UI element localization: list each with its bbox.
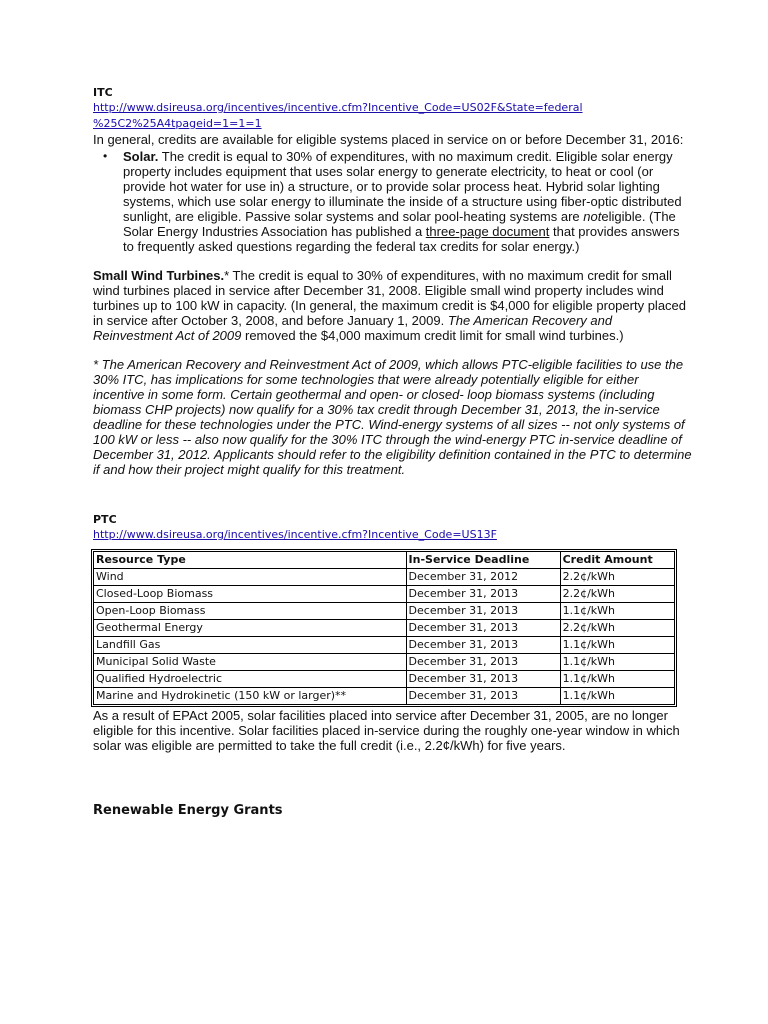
- small-wind-paragraph: [93, 268, 693, 343]
- itc-heading: ITC: [93, 86, 113, 99]
- cell-resource: Geothermal Energy: [94, 620, 407, 637]
- wind-lead: Small Wind Turbines.: [93, 268, 225, 283]
- cell-credit: 2.2¢/kWh: [560, 620, 674, 637]
- cell-credit: 1.1¢/kWh: [560, 688, 674, 705]
- cell-resource: Open-Loop Biomass: [94, 603, 407, 620]
- header-in-service-deadline: In-Service Deadline: [406, 552, 560, 569]
- table-row: [94, 654, 675, 671]
- cell-deadline: December 31, 2013: [406, 654, 560, 671]
- solar-text-b: eligible. (The Solar Energy Industries Association has published a: [123, 209, 676, 239]
- bullet-dot-icon: •: [103, 149, 108, 163]
- itc-link-line-1: http://www.dsireusa.org/incentives/incentive.cfm?Incentive_Code=US02F&State=federal: [93, 101, 583, 114]
- cell-deadline: December 31, 2012: [406, 569, 560, 586]
- ptc-heading: PTC: [93, 513, 117, 526]
- cell-deadline: December 31, 2013: [406, 603, 560, 620]
- table-row: [94, 688, 675, 705]
- table-row: [94, 569, 675, 586]
- itc-intro: In general, credits are available for eligible systems placed in service on or before December 31, 2016:: [93, 132, 684, 147]
- itc-link-line-2: %25C2%25A4tpageid=1=1=1: [93, 117, 262, 130]
- ptc-note: As a result of EPAct 2005, solar facilities placed into service after December 31, 2005, are no longer eligible for this incentive. Solar facilities placed in-service during the roughly one-year window in which solar was eligible are permitted to take the full credit (i.e., 2.2¢/kWh) for five years.: [93, 708, 680, 753]
- solar-bullet: [93, 149, 693, 254]
- solar-not: not: [583, 209, 602, 224]
- cell-deadline: December 31, 2013: [406, 671, 560, 688]
- header-resource-type: Resource Type: [94, 552, 407, 569]
- solar-text-c: that provides answers to frequently asked questions regarding the federal tax credits for solar energy.): [123, 224, 680, 254]
- wind-text-b: removed the $4,000 maximum credit limit for small wind turbines.): [241, 328, 624, 343]
- three-page-document-link[interactable]: three-page document: [425, 224, 550, 239]
- ptc-link[interactable]: http://www.dsireusa.org/incentives/incentive.cfm?Incentive_Code=US13F: [93, 528, 497, 541]
- table-row: [94, 637, 675, 654]
- cell-deadline: December 31, 2013: [406, 688, 560, 705]
- cell-deadline: December 31, 2013: [406, 620, 560, 637]
- cell-deadline: December 31, 2013: [406, 586, 560, 603]
- cell-resource: Closed-Loop Biomass: [94, 586, 407, 603]
- table-header-row: [94, 552, 675, 569]
- cell-credit: 2.2¢/kWh: [560, 569, 674, 586]
- grants-heading: Renewable Energy Grants: [93, 803, 283, 818]
- cell-credit: 1.1¢/kWh: [560, 603, 674, 620]
- cell-resource: Qualified Hydroelectric: [94, 671, 407, 688]
- header-credit-amount: Credit Amount: [560, 552, 674, 569]
- solar-text-a: The credit is equal to 30% of expenditures, with no maximum credit. Eligible solar energy property includes equipment that uses solar energy to generate electricity, to heat or cool (or provide hot water for use in) a structure, or to provide solar process heat. Hybrid solar lighting systems, which use solar energy to illuminate the inside of a structure using fiber-optic distributed sunlight, are eligible. Passive solar systems and solar pool-heating systems are: [123, 149, 682, 224]
- table-row: [94, 671, 675, 688]
- footnote: * The American Recovery and Reinvestment Act of 2009, which allows PTC-eligible facilities to use the 30% ITC, has implications for some technologies that were already potentially eligible for either incentive in some form. Certain geothermal and open- or closed- loop biomass systems (including biomass CHP projects) now qualify for a 30% tax credit through December 31, 2013, the in-service deadline for these technologies under the PTC. Wind-energy systems of all sizes -- not only systems of 100 kW or less -- also now qualify for the 30% ITC through the wind-energy PTC in-service deadline of December 31, 2012. Applicants should refer to the eligibility definition contained in the PTC to determine if and how their project might qualify for this treatment.: [93, 357, 692, 477]
- credit-table: [93, 551, 675, 705]
- cell-resource: Landfill Gas: [94, 637, 407, 654]
- cell-credit: 1.1¢/kWh: [560, 637, 674, 654]
- document-page: [93, 86, 693, 818]
- wind-text-a: * The credit is equal to 30% of expenditures, with no maximum credit for small wind turbines placed in service after December 31, 2008. Eligible small wind property includes wind turbines up to 100 kW in capacity. (In general, the maximum credit is $4,000 for eligible property placed in service after October 3, 2008, and before January 1, 2009.: [93, 268, 687, 328]
- cell-resource: Wind: [94, 569, 407, 586]
- cell-deadline: December 31, 2013: [406, 637, 560, 654]
- cell-resource: Municipal Solid Waste: [94, 654, 407, 671]
- wind-act-title: The American Recovery and Reinvestment Act of 2009: [93, 313, 613, 343]
- table-row: [94, 620, 675, 637]
- cell-credit: 1.1¢/kWh: [560, 671, 674, 688]
- table-row: [94, 586, 675, 603]
- cell-credit: 1.1¢/kWh: [560, 654, 674, 671]
- table-row: [94, 603, 675, 620]
- itc-link[interactable]: [93, 100, 693, 132]
- cell-credit: 2.2¢/kWh: [560, 586, 674, 603]
- cell-resource: Marine and Hydrokinetic (150 kW or larger)**: [94, 688, 407, 705]
- solar-lead: Solar.: [123, 149, 159, 164]
